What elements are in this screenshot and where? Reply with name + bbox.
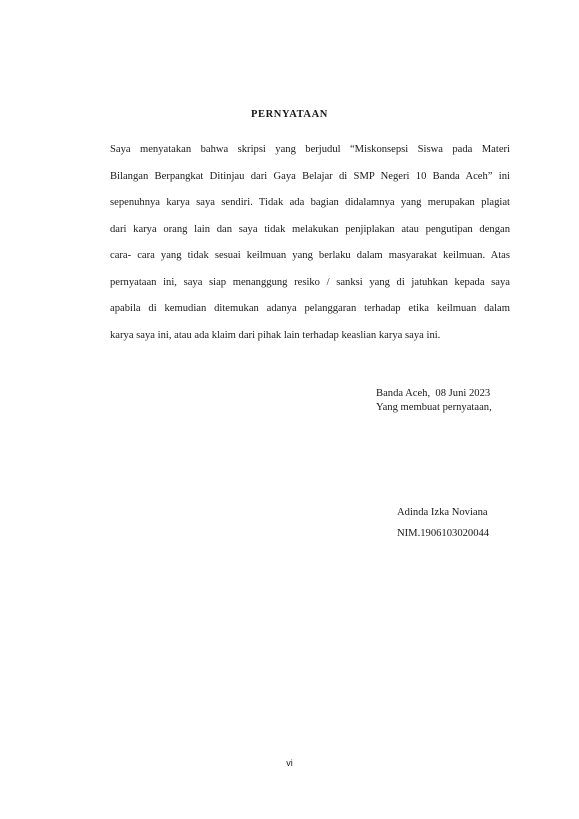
paragraph-line-4: dari karya orang lain dan saya tidak melakukan penjiplakan atau pengutipan dengan (110, 223, 510, 235)
statement-paragraph (110, 143, 510, 355)
signer-name: Adinda Izka Noviana (397, 507, 488, 518)
paragraph-line-1: Saya menyatakan bahwa skripsi yang berjudul “Miskonsepsi Siswa pada Materi (110, 144, 510, 155)
paragraph-line-5: cara- cara yang tidak sesuai keilmuan yang berlaku dalam masyarakat keilmuan. Atas (110, 250, 510, 261)
paragraph-line-8: karya saya ini, atau ada klaim dari pihak lain terhadap keaslian karya saya ini. (110, 329, 441, 341)
signature-header (376, 387, 492, 415)
paragraph-line-7: apabila di kemudian ditemukan adanya pelanggaran terhadap etika keilmuan dalam (110, 303, 510, 314)
paragraph-line-2: Bilangan Berpangkat Ditinjau dari Gaya Belajar di SMP Negeri 10 Banda Aceh” ini (110, 170, 510, 182)
paragraph-line-3: sepenuhnya karya saya sendiri. Tidak ada bagian didalamnya yang merupakan plagiat (110, 197, 510, 208)
signer-role: Yang membuat pernyataan, (376, 402, 492, 413)
place-date: Banda Aceh, 08 Juni 2023 (376, 388, 491, 399)
page-title: PERNYATAAN (251, 109, 328, 120)
paragraph-line-6: pernyataan ini, saya siap menanggung resiko / sanksi yang di jatuhkan kepada saya (110, 276, 510, 288)
page-number: vi (286, 758, 293, 768)
signer-nim: NIM.1906103020044 (397, 528, 490, 539)
